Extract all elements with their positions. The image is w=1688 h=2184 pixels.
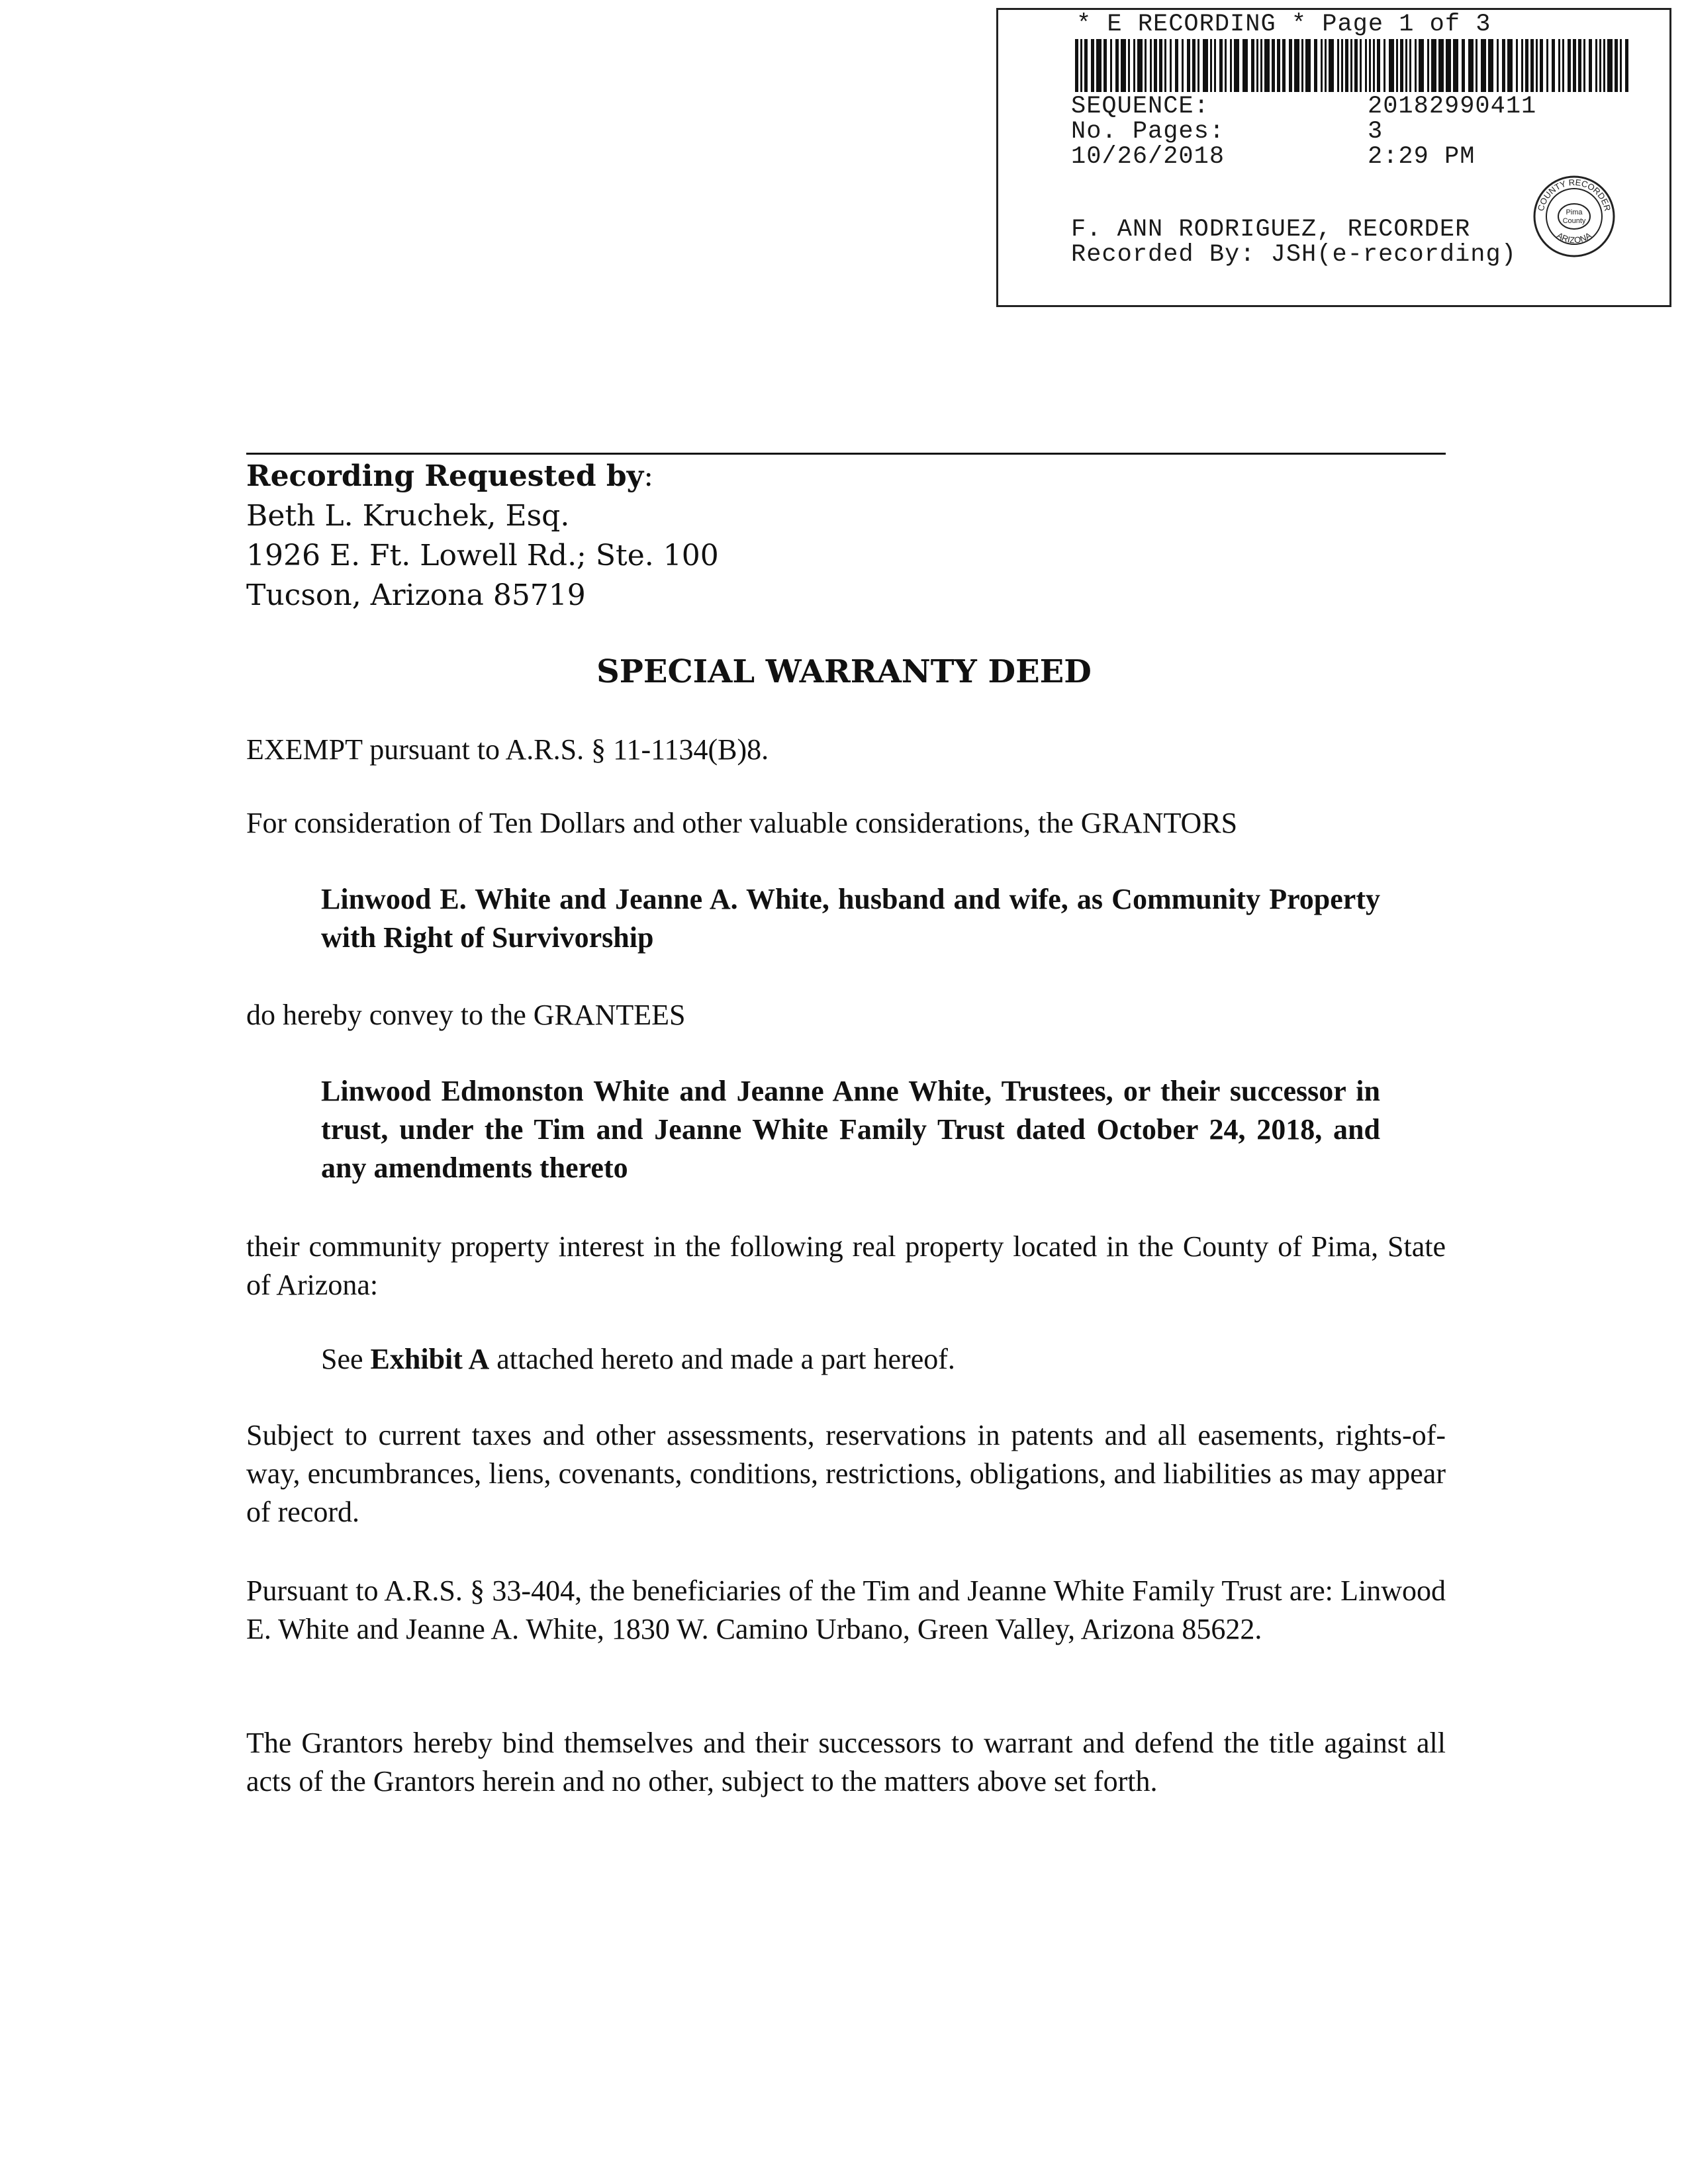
barcode-bar <box>1301 39 1303 92</box>
barcode-bar <box>1115 39 1119 92</box>
barcode-bar <box>1540 39 1543 92</box>
barcode-bar <box>1383 39 1385 92</box>
barcode-bar <box>1243 39 1248 92</box>
barcode-bar <box>1103 39 1107 92</box>
barcode-bar <box>1427 39 1429 92</box>
barcode-bar <box>1377 39 1380 92</box>
barcode-bar <box>1203 39 1208 92</box>
barcode-bar <box>1234 39 1239 92</box>
exhibit-a-link: Exhibit A <box>370 1343 490 1375</box>
barcode-bar <box>1405 39 1407 92</box>
barcode-bar <box>1369 39 1371 92</box>
barcode-bar <box>1568 39 1571 92</box>
barcode-bar <box>1164 39 1166 92</box>
barcode-bar <box>1128 39 1130 92</box>
pages-value: 3 <box>1368 118 1383 146</box>
consideration-paragraph: For consideration of Ten Dollars and other valuable considerations, the GRANTORS <box>246 807 1238 839</box>
barcode-bar <box>1230 39 1232 92</box>
barcode-bar <box>1219 39 1223 92</box>
barcode-bar <box>1289 39 1292 92</box>
barcode-bar <box>1214 39 1216 92</box>
barcode-bar <box>1350 39 1352 92</box>
barcode-bar <box>1251 39 1254 92</box>
barcode-bar <box>1154 39 1157 92</box>
recording-date: 10/26/2018 <box>1071 143 1225 171</box>
barcode-bar <box>1558 39 1560 92</box>
barcode-bar <box>1150 39 1152 92</box>
barcode-bar <box>1329 39 1334 92</box>
barcode-bar <box>1305 39 1311 92</box>
barcode-bar <box>1096 39 1102 92</box>
barcode-bar <box>1438 39 1444 92</box>
barcode-bar <box>1225 39 1227 92</box>
barcode-bar <box>1341 39 1343 92</box>
barcode-image <box>1075 39 1632 92</box>
warranty-paragraph: The Grantors hereby bind themselves and their successors to warrant and defend the title against all acts of the Grantors herein and no other, subject to the matters above set forth. <box>246 1727 1446 1797</box>
barcode-bar <box>1325 39 1327 92</box>
svg-text:Pima: Pima <box>1566 208 1583 216</box>
svg-text:County: County <box>1562 217 1586 225</box>
barcode-bar <box>1552 39 1555 92</box>
barcode-bar <box>1468 39 1474 92</box>
recording-time: 2:29 PM <box>1368 143 1476 171</box>
requester-address-line1: 1926 E. Ft. Lowell Rd.; Ste. 100 <box>246 539 719 572</box>
pages-label: No. Pages: <box>1071 118 1225 146</box>
barcode-bar <box>1521 39 1523 92</box>
recorder-stamp <box>996 8 1671 307</box>
barcode-bar <box>1476 39 1477 92</box>
barcode-bar <box>1497 39 1499 92</box>
document-title: SPECIAL WARRANTY DEED <box>596 653 1092 690</box>
requester-name: Beth L. Kruchek, Esq. <box>246 499 570 533</box>
barcode-bar <box>1615 39 1618 92</box>
barcode-bar <box>1562 39 1564 92</box>
barcode-bar <box>1272 39 1275 92</box>
barcode-bar <box>1277 39 1280 92</box>
barcode-bar <box>1578 39 1581 92</box>
barcode-bar <box>1192 39 1196 92</box>
barcode-bar <box>1599 39 1601 92</box>
recording-requested-block <box>246 457 719 615</box>
barcode-bar <box>1159 39 1162 92</box>
barcode-bar <box>1282 39 1286 92</box>
barcode-bar <box>1354 39 1358 92</box>
property-interest-paragraph: their community property interest in the following real property located in the County of Pima, State of Arizona: <box>246 1230 1446 1301</box>
barcode-bar <box>1175 39 1178 92</box>
barcode-bar <box>1187 39 1190 92</box>
barcode-bar <box>1321 39 1323 92</box>
sequence-label: SEQUENCE: <box>1071 93 1209 120</box>
barcode-bar <box>1488 39 1493 92</box>
grantees-names: Linwood Edmonston White and Jeanne Anne White, Trustees, or their successor in trust, under the Tim and Jeanne White Family Trust dated October 24, 2018, and any amendments thereto <box>321 1075 1380 1184</box>
barcode-bar <box>1145 39 1147 92</box>
barcode-bar <box>1431 39 1436 92</box>
barcode-bar <box>1256 39 1258 92</box>
barcode-bar <box>1373 39 1375 92</box>
barcode-bar <box>1110 39 1112 92</box>
barcode-bar <box>1507 39 1513 92</box>
stamp-header: * E RECORDING * Page 1 of 3 <box>1076 11 1491 38</box>
barcode-bar <box>1080 39 1082 92</box>
convey-line: do hereby convey to the GRANTEES <box>246 999 686 1031</box>
barcode-bar <box>1314 39 1317 92</box>
barcode-bar <box>1409 39 1411 92</box>
barcode-bar <box>1197 39 1199 92</box>
barcode-bar <box>1337 39 1339 92</box>
barcode-bar <box>1446 39 1451 92</box>
barcode-bar <box>1595 39 1597 92</box>
recorder-name: F. ANN RODRIGUEZ, RECORDER <box>1071 216 1471 244</box>
barcode-bar <box>1264 39 1270 92</box>
recording-requested-heading: Recording Requested by: <box>246 459 654 493</box>
barcode-bar <box>1365 39 1367 92</box>
barcode-bar <box>1583 39 1585 92</box>
barcode-bar <box>1516 39 1518 92</box>
barcode-bar <box>1453 39 1458 92</box>
barcode-bar <box>1170 39 1172 92</box>
requester-address-line2: Tucson, Arizona 85719 <box>246 578 586 612</box>
barcode-bar <box>1182 39 1184 92</box>
subject-to-paragraph: Subject to current taxes and other assessments, reservations in patents and all easements, rights-of-way, encumbrances, liens, covenants, conditions, restrictions, obligations, and liabilities as may appear of record. <box>246 1419 1446 1528</box>
barcode-bar <box>1481 39 1486 92</box>
exhibit-reference: See Exhibit A attached hereto and made a part hereof. <box>321 1343 955 1375</box>
barcode-bar <box>1260 39 1262 92</box>
barcode-bar <box>1462 39 1465 92</box>
barcode-bar <box>1121 39 1126 92</box>
barcode-bar <box>1210 39 1212 92</box>
barcode-bar <box>1603 39 1605 92</box>
barcode-bar <box>1573 39 1576 92</box>
recorded-by: Recorded By: JSH(e-recording) <box>1071 241 1517 269</box>
barcode-bar <box>1589 39 1592 92</box>
svg-text:COUNTY RECORDER: COUNTY RECORDER <box>1535 177 1613 212</box>
barcode-bar <box>1360 39 1362 92</box>
sequence-value: 20182990411 <box>1368 93 1537 120</box>
barcode-bar <box>1502 39 1505 92</box>
barcode-bar <box>1084 39 1088 92</box>
beneficiaries-paragraph: Pursuant to A.R.S. § 33-404, the beneficiaries of the Tim and Jeanne White Family Trust are: Linwood E. White and Jeanne A. White, 1830 W. Camino Urbano, Green Valley, Arizona 85622. <box>246 1574 1446 1645</box>
barcode-bar <box>1607 39 1613 92</box>
barcode-bar <box>1137 39 1143 92</box>
barcode-bar <box>1525 39 1528 92</box>
barcode-bar <box>1075 39 1078 92</box>
exempt-line: EXEMPT pursuant to A.R.S. § 11-1134(B)8. <box>246 733 769 766</box>
county-seal-icon <box>1531 173 1617 259</box>
barcode-bar <box>1091 39 1094 92</box>
barcode-bar <box>1396 39 1398 92</box>
barcode-bar <box>1419 39 1424 92</box>
barcode-bar <box>1625 39 1628 92</box>
barcode-bar <box>1389 39 1394 92</box>
barcode-bar <box>1415 39 1417 92</box>
barcode-bar <box>1546 39 1548 92</box>
header-rule <box>246 453 1446 455</box>
svg-text:ARIZONA: ARIZONA <box>1555 230 1593 246</box>
barcode-bar <box>1536 39 1538 92</box>
barcode-bar <box>1400 39 1403 92</box>
barcode-bar <box>1620 39 1622 92</box>
barcode-bar <box>1345 39 1348 92</box>
grantors-names: Linwood E. White and Jeanne A. White, husband and wife, as Community Property with Right of Survivorship <box>321 883 1380 954</box>
barcode-bar <box>1133 39 1135 92</box>
barcode-bar <box>1294 39 1299 92</box>
barcode-bar <box>1530 39 1534 92</box>
